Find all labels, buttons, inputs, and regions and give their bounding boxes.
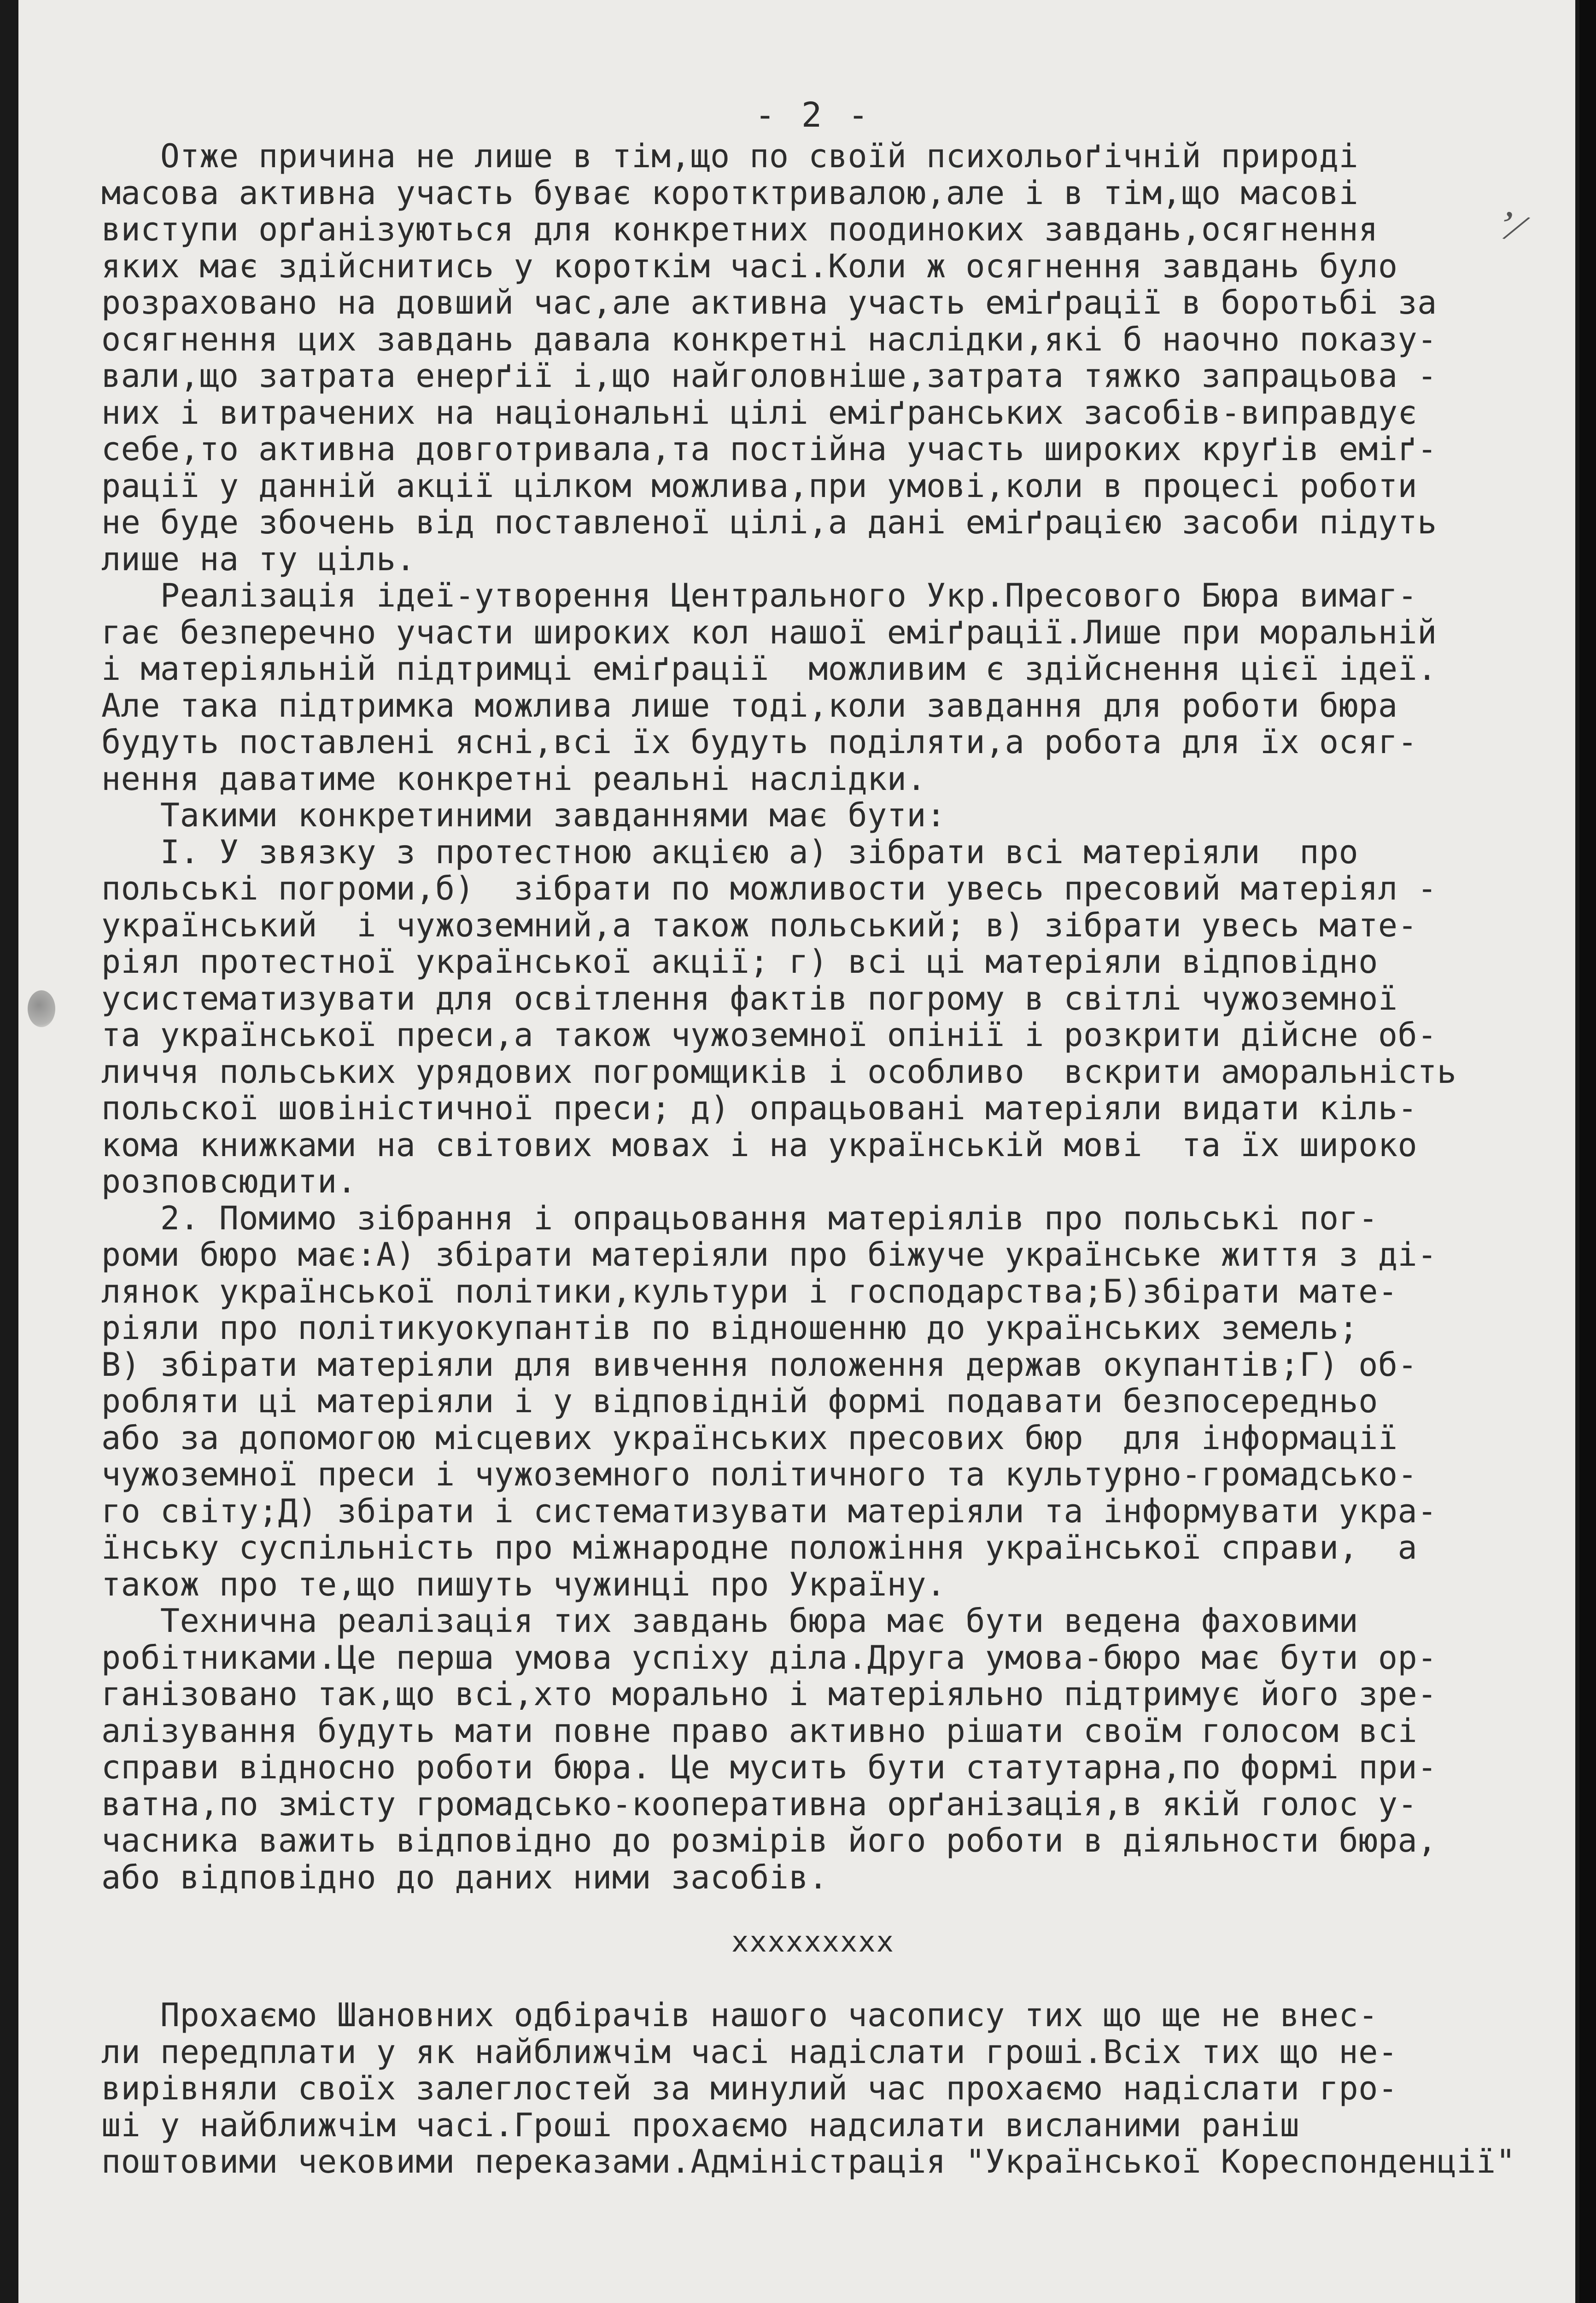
- text-line: личчя польських урядових погромщиків і особливо вскрити аморальність: [101, 1052, 1457, 1091]
- text-line: робітниками.Це перша умова успіху діла.Друга умова-бюро має бути ор-: [101, 1638, 1437, 1677]
- section-separator: xxxxxxxxx: [731, 1925, 894, 1958]
- pen-mark: ʼ⁄: [1493, 201, 1526, 251]
- text-line: них і витрачених на національні цілі еміґранських засобів-виправдує: [101, 393, 1418, 432]
- text-line: осягнення цих завдань давала конкретні наслідки,які б наочно показу-: [101, 320, 1437, 358]
- text-line: рації у данній акції цілком можлива,при умові,коли в процесі роботи: [101, 467, 1418, 505]
- text-line: кома книжками на світових мовах і на українській мові та їх широко: [101, 1126, 1418, 1164]
- text-line: справи відносно роботи бюра. Це мусить бути статутарна,по формі при-: [101, 1748, 1437, 1786]
- text-line: яких має здійснитись у короткім часі.Коли ж осягнення завдань було: [101, 247, 1398, 285]
- text-line: розповсюдити.: [101, 1163, 357, 1200]
- text-line: ріяли про політикуокупантів по відношенню до українських земель;: [101, 1309, 1359, 1347]
- text-line: В) збірати матеріяли для вивчення положення держав окупантів;Г) об-: [101, 1345, 1418, 1384]
- text-line: лише на ту ціль.: [101, 540, 416, 578]
- page-number: - 2 -: [754, 95, 871, 135]
- text-line: або відповідно до даних ними засобів.: [101, 1858, 828, 1896]
- text-line: Реалізація ідеї-утворення Центрального Укр.Пресового Бюра вимаг-: [101, 577, 1418, 614]
- main-text: [101, 138, 1525, 1896]
- text-line: 2. Помимо зібрання і опрацьовання матеріялів про польські пог-: [101, 1199, 1378, 1237]
- text-line: або за допомогою місцевих українських пресових бюр для інформації: [101, 1419, 1398, 1457]
- text-line: ріял протестної української акції; г) всі ці матеріяли відповідно: [101, 943, 1378, 981]
- text-line: усистематизувати для освітлення фактів погрому в світлі чужоземної: [101, 979, 1398, 1017]
- text-line: ли передплати у як найближчім часі надіслати гроші.Всіх тих що не-: [101, 2033, 1398, 2071]
- text-line: виступи орґанізуються для конкретних поодиноких завдань,осягнення: [101, 210, 1378, 248]
- text-line: роми бюро має:А) збірати матеріяли про біжуче українське життя з ді-: [101, 1236, 1437, 1274]
- text-line: будуть поставлені ясні,всі їх будуть поділяти,а робота для їх осяг-: [101, 723, 1418, 761]
- text-line: Але така підтримка можлива лише тоді,коли завдання для роботи бюра: [101, 686, 1398, 725]
- text-line: алізування будуть мати повне право активно рішати своїм голосом всі: [101, 1712, 1418, 1750]
- text-line: ші у найближчім часі.Гроші прохаємо надсилати висланими раніш: [101, 2106, 1300, 2144]
- text-line: гає безперечно участи широких кол нашої еміґрації.Лише при моральній: [101, 613, 1437, 651]
- text-line: і матеріяльній підтримці еміґрації можливим є здійснення цієї ідеї.: [101, 650, 1437, 688]
- text-line: ганізовано так,що всі,хто морально і матеріяльно підтримує його зре-: [101, 1675, 1437, 1713]
- typewritten-page: [18, 0, 1575, 2303]
- text-line: український і чужоземний,а також польський; в) зібрати увесь мате-: [101, 906, 1418, 944]
- text-line: ватна,по змісту громадсько-кооперативна орґанізація,в якій голос у-: [101, 1785, 1418, 1823]
- text-line: польські погроми,б) зібрати по можливости увесь пресовий матеріял -: [101, 870, 1437, 907]
- subscription-notice: [101, 1997, 1525, 2180]
- text-line: І. У звязку з протестною акцією а) зібрати всі матеріяли про: [101, 833, 1359, 871]
- text-line: Отже причина не лише в тім,що по своїй психольоґічній природі: [101, 137, 1359, 175]
- text-line: також про те,що пишуть чужинці про Україну.: [101, 1565, 946, 1603]
- text-line: розраховано на довший час,але активна участь еміґрації в боротьбі за: [101, 284, 1437, 321]
- film-edge: [1579, 0, 1596, 2303]
- text-line: чужоземної преси і чужоземного політичного та культурно-громадсько-: [101, 1455, 1418, 1493]
- text-line: часника важить відповідно до розмірів його роботи в діяльности бюра,: [101, 1822, 1437, 1859]
- text-line: вирівняли своїх залеглостей за минулий час прохаємо надіслати гро-: [101, 2069, 1398, 2107]
- text-line: Прохаємо Шановних одбірачів нашого часопису тих що ще не внес-: [101, 1996, 1378, 2034]
- text-line: го світу;Д) збірати і систематизувати матеріяли та інформувати укра-: [101, 1492, 1437, 1530]
- text-line: вали,що затрата енерґії і,що найголовніше,затрата тяжко запрацьова -: [101, 357, 1437, 395]
- text-line: робляти ці матеріяли і у відповідній формі подавати безпосередньо: [101, 1382, 1378, 1420]
- text-line: поштовими чековими переказами.Адміністрація "Української Кореспонденції": [101, 2143, 1516, 2180]
- text-line: їнську суспільність про міжнародне положіння української справи, а: [101, 1529, 1418, 1567]
- text-line: та української преси,а також чужоземної опінії і розкрити дійсне об-: [101, 1016, 1437, 1054]
- ink-blot: [28, 990, 55, 1027]
- text-line: Такими конкретиними завданнями має бути:: [101, 796, 946, 834]
- text-line: нення даватиме конкретні реальні наслідки.: [101, 760, 927, 798]
- text-line: лянок української політики,культури і господарства;Б)збірати мате-: [101, 1272, 1398, 1310]
- text-line: себе,то активна довготривала,та постійна участь широких круґів еміґ-: [101, 430, 1437, 468]
- text-line: масова активна участь буває коротктривалою,але і в тім,що масові: [101, 174, 1359, 212]
- text-line: не буде збочень від поставленої цілі,а дані еміґрацією засоби підуть: [101, 503, 1437, 541]
- text-line: Технична реалізація тих завдань бюра має бути ведена фаховими: [101, 1602, 1359, 1640]
- text-line: польскої шовіністичної преси; д) опрацьовані матеріяли видати кіль-: [101, 1089, 1418, 1127]
